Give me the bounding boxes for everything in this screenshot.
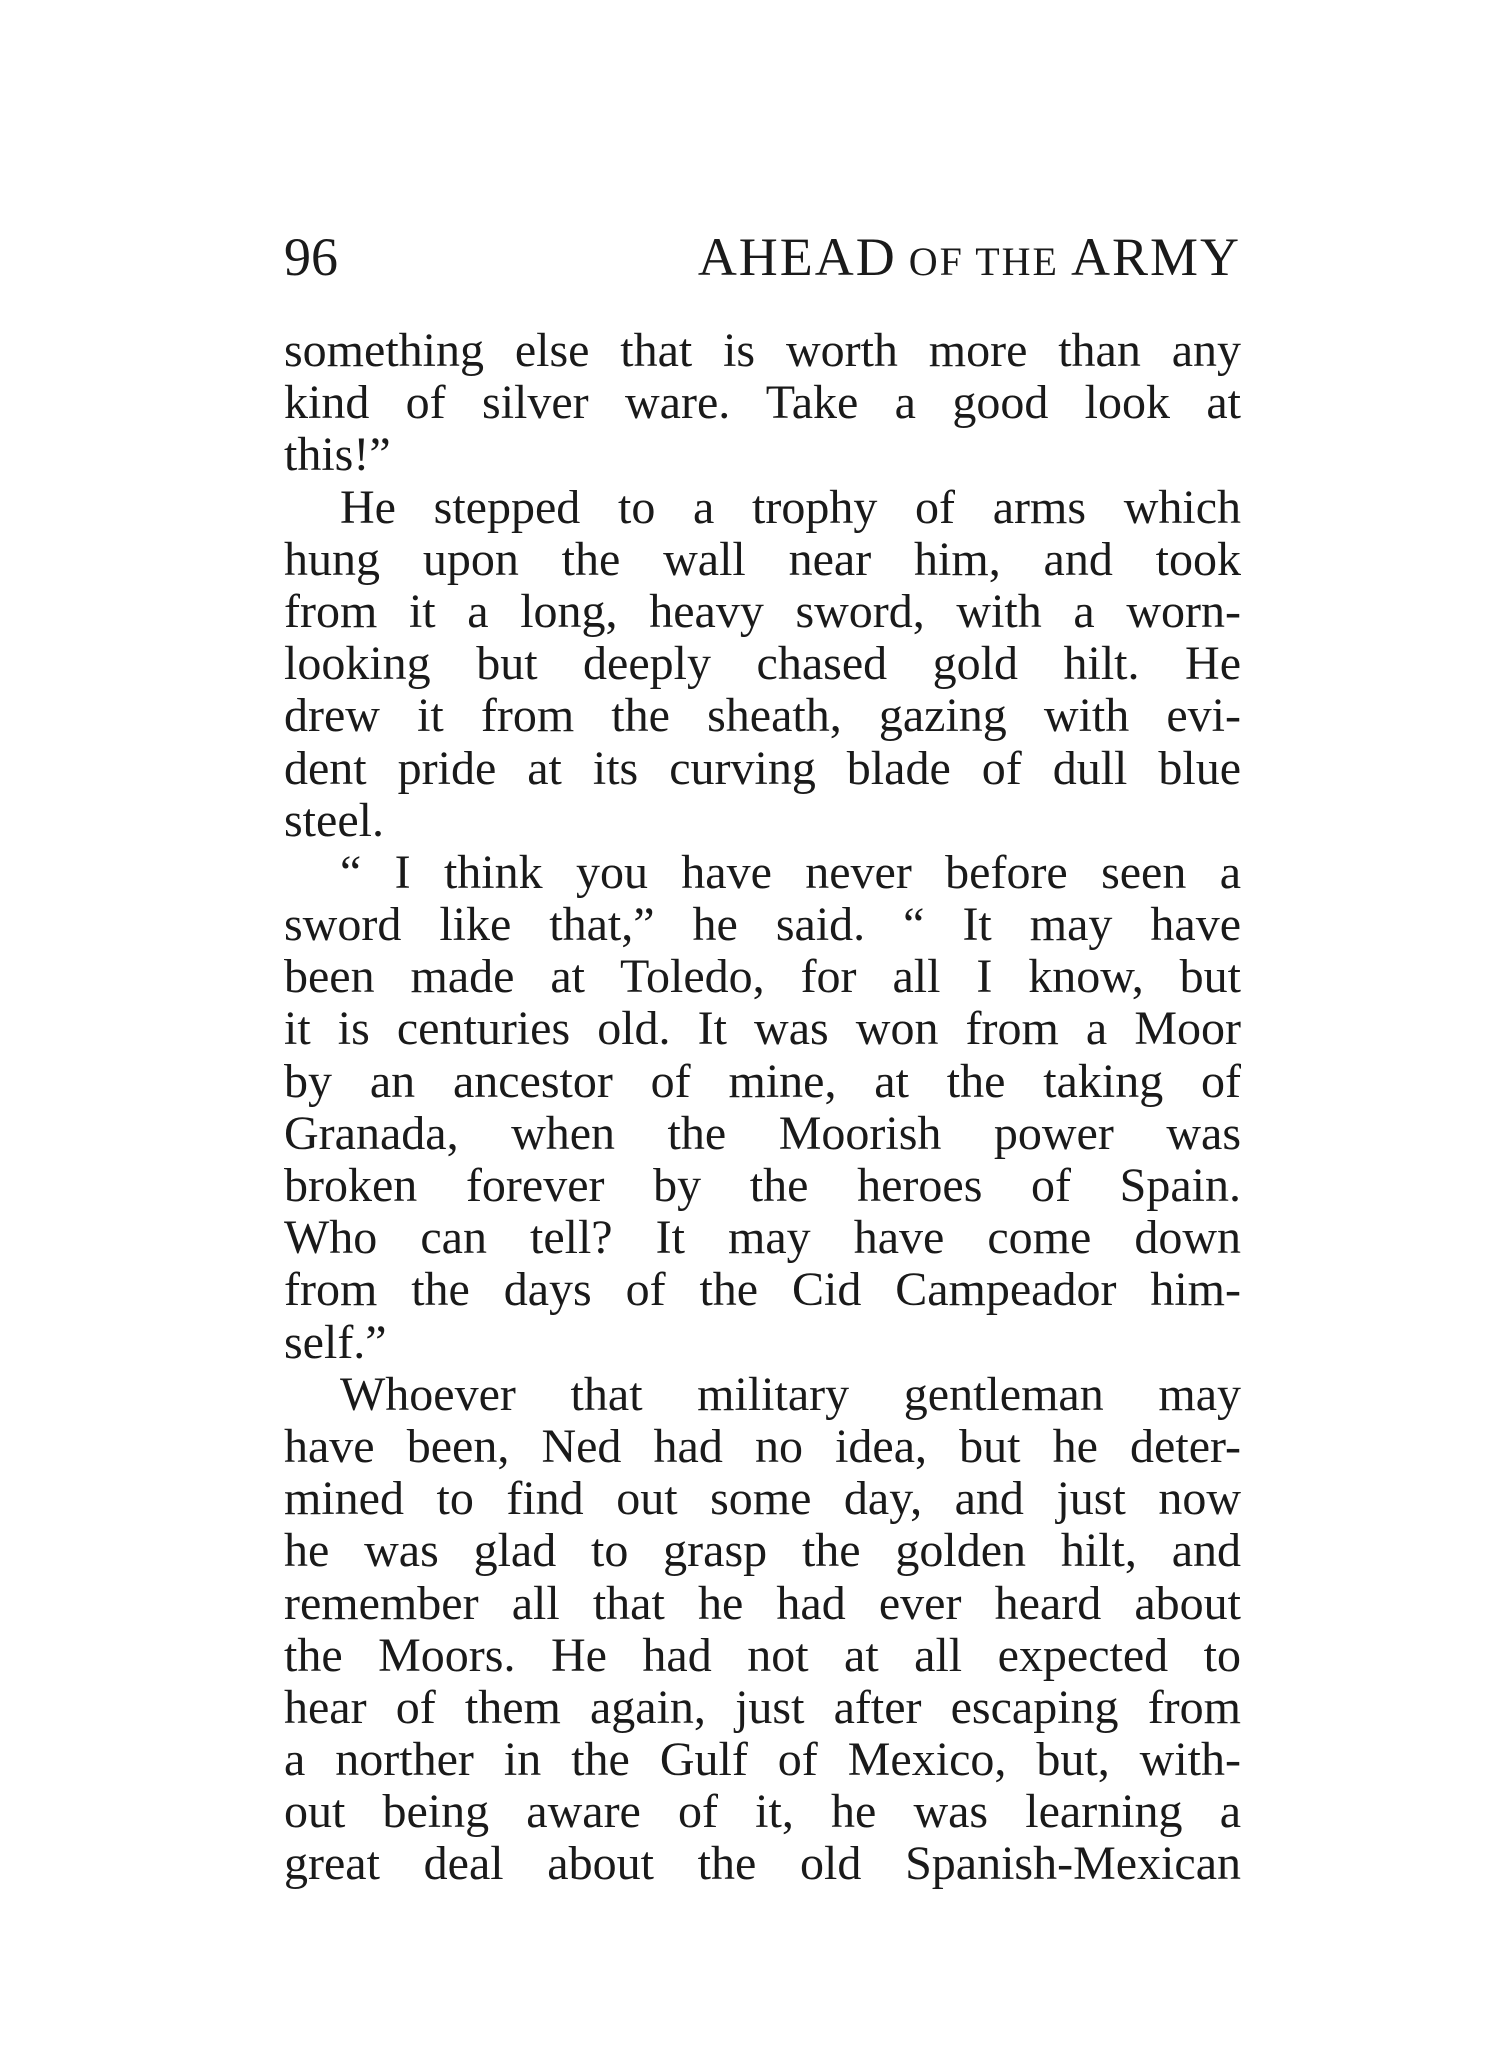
text-line: mined to find out some day, and just now bbox=[284, 1473, 1241, 1526]
text-line: a norther in the Gulf of Mexico, but, with- bbox=[284, 1734, 1241, 1787]
text-line: hung upon the wall near him, and took bbox=[284, 533, 1241, 586]
text-line: it is centuries old. It was won from a Moor bbox=[284, 1003, 1241, 1056]
running-title bbox=[698, 222, 1241, 297]
text-line: remember all that he had ever heard about bbox=[284, 1577, 1241, 1630]
text-line: by an ancestor of mine, at the taking of bbox=[284, 1055, 1241, 1108]
text-line: kind of silver ware. Take a good look at bbox=[284, 377, 1241, 430]
text-line: Granada, when the Moorish power was bbox=[284, 1107, 1241, 1160]
text-line: steel. bbox=[284, 794, 384, 847]
text-line: from it a long, heavy sword, with a worn- bbox=[284, 585, 1241, 638]
body-text bbox=[284, 325, 1241, 1891]
text-line: sword like that,” he said. “ It may have bbox=[284, 899, 1241, 952]
text-line: been made at Toledo, for all I know, but bbox=[284, 951, 1241, 1004]
text-line: the Moors. He had not at all expected to bbox=[284, 1629, 1241, 1682]
text-line: this!” bbox=[284, 429, 391, 482]
running-title-word: OF THE bbox=[896, 239, 1071, 284]
text-line: “ I think you have never before seen a bbox=[340, 846, 1241, 899]
text-line: have been, Ned had no idea, but he deter- bbox=[284, 1420, 1241, 1473]
text-line: something else that is worth more than any bbox=[284, 325, 1241, 377]
page-number: 96 bbox=[284, 227, 338, 287]
text-line: He stepped to a trophy of arms which bbox=[340, 481, 1241, 534]
text-line: out being aware of it, he was learning a bbox=[284, 1786, 1241, 1839]
text-line: he was glad to grasp the golden hilt, and bbox=[284, 1525, 1241, 1578]
text-line: great deal about the old Spanish-Mexican bbox=[284, 1838, 1241, 1891]
running-title-word: AHEAD bbox=[697, 227, 897, 287]
text-line: from the days of the Cid Campeador him- bbox=[284, 1264, 1241, 1317]
text-line: looking but deeply chased gold hilt. He bbox=[284, 638, 1241, 691]
running-head bbox=[284, 222, 1241, 292]
running-title-word: ARMY bbox=[1070, 227, 1241, 287]
text-line: drew it from the sheath, gazing with evi- bbox=[284, 690, 1241, 743]
text-line: Who can tell? It may have come down bbox=[284, 1212, 1241, 1265]
text-line: self.” bbox=[284, 1316, 387, 1369]
text-line: dent pride at its curving blade of dull blue bbox=[284, 742, 1241, 795]
text-line: hear of them again, just after escaping from bbox=[284, 1681, 1241, 1734]
text-line: broken forever by the heroes of Spain. bbox=[284, 1160, 1241, 1212]
text-line: Whoever that military gentleman may bbox=[340, 1368, 1241, 1421]
